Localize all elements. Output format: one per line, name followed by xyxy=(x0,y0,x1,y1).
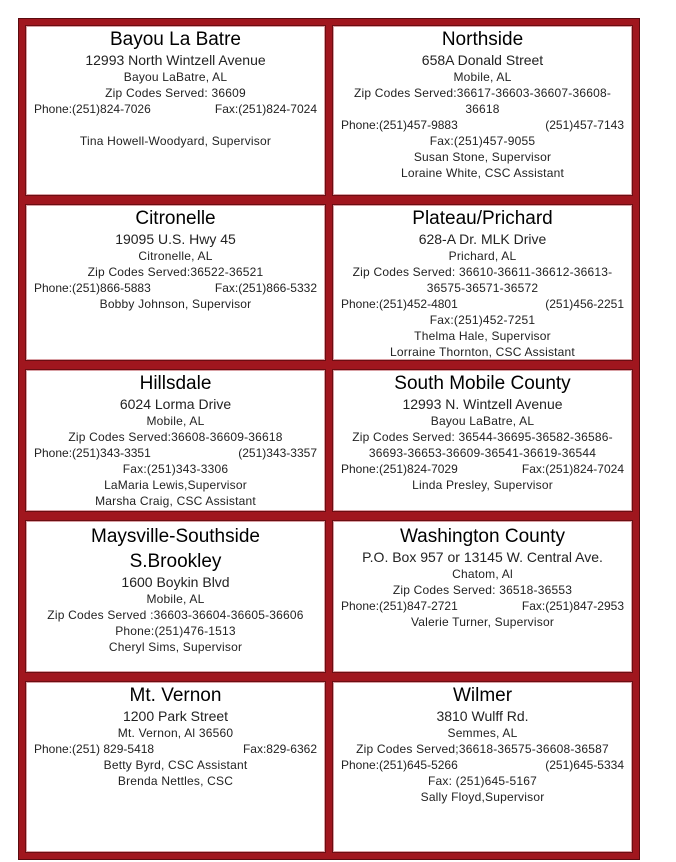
office-city: Mobile, AL xyxy=(146,592,205,606)
office-phone: Phone:(251)866-5883 xyxy=(34,281,151,295)
office-phone-alt: (251)645-5334 xyxy=(545,758,624,772)
office-staff: Tina Howell-Woodyard, Supervisor xyxy=(79,134,272,148)
office-zip-codes: Zip Codes Served :36603-36604-36605-36606 xyxy=(47,608,304,622)
office-city: Mt. Vernon, Al 36560 xyxy=(117,726,234,740)
office-card-hillsdale xyxy=(26,370,325,511)
office-city: Mobile, AL xyxy=(146,414,205,428)
office-phone-row xyxy=(333,757,632,773)
office-phone-row xyxy=(26,741,325,757)
office-name: Mt. Vernon xyxy=(129,685,222,706)
office-zip-codes: Zip Codes Served: 36544-36695-36582-36586-36693-36653-36609-36541-36619-36544 xyxy=(352,430,613,460)
office-city: Prichard, AL xyxy=(448,249,517,263)
office-city: Bayou LaBatre, AL xyxy=(430,414,535,428)
office-card-bayou-la-batre xyxy=(26,26,325,195)
office-city: Bayou LaBatre, AL xyxy=(123,70,228,84)
office-zip-codes: Zip Codes Served:36617-36603-36607-36608-36618 xyxy=(353,86,612,116)
office-fax: Fax:(251)824-7024 xyxy=(521,462,624,476)
office-staff: Valerie Turner, Supervisor xyxy=(410,615,555,629)
office-phone: Phone:(251)343-3351 xyxy=(34,446,151,460)
office-staff: Cheryl Sims, Supervisor xyxy=(108,640,243,654)
office-phone: Phone:(251)457-9883 xyxy=(341,118,458,132)
office-staff: Betty Byrd, CSC Assistant xyxy=(103,758,248,772)
office-name: Maysville-Southside xyxy=(91,526,260,547)
office-staff: Marsha Craig, CSC Assistant xyxy=(95,494,256,508)
office-address: P.O. Box 957 or 13145 W. Central Ave. xyxy=(362,549,603,565)
office-phone: Phone:(251)847-2721 xyxy=(341,599,458,613)
office-name: Plateau/Prichard xyxy=(412,208,553,229)
office-staff: Linda Presley, Supervisor xyxy=(412,478,553,492)
office-name: South Mobile County xyxy=(394,373,571,394)
office-zip-codes: Zip Codes Served:36522-36521 xyxy=(87,265,264,279)
office-phone-row xyxy=(333,117,632,133)
office-phone-row xyxy=(333,598,632,614)
office-staff: Sally Floyd,Supervisor xyxy=(420,790,545,804)
office-zip-codes: Zip Codes Served:36608-36609-36618 xyxy=(68,430,283,444)
office-fax: Fax:(251)457-9055 xyxy=(429,134,536,148)
office-zip-codes: Zip Codes Served;36618-36575-36608-36587 xyxy=(356,742,609,756)
office-phone-alt: (251)457-7143 xyxy=(545,118,624,132)
office-address: 12993 N. Wintzell Avenue xyxy=(402,396,563,412)
office-card-plateau-prichard xyxy=(333,205,632,360)
office-zip-codes: Zip Codes Served: 36610-36611-36612-36613-36575-36571-36572 xyxy=(352,265,613,295)
office-fax: Fax:829-6362 xyxy=(242,742,317,756)
spacer xyxy=(26,117,325,133)
office-address: 1600 Boykin Blvd xyxy=(121,574,230,590)
office-fax: Fax:(251)452-7251 xyxy=(429,313,536,327)
office-address: 3810 Wulff Rd. xyxy=(436,708,529,724)
office-name: Citronelle xyxy=(135,208,216,229)
office-card-maysville-southside xyxy=(26,521,325,672)
office-phone: Phone:(251)824-7026 xyxy=(34,102,151,116)
office-staff: Loraine White, CSC Assistant xyxy=(400,166,564,180)
office-directory-grid xyxy=(18,18,640,860)
office-staff: Brenda Nettles, CSC xyxy=(117,774,234,788)
office-staff: Lorraine Thornton, CSC Assistant xyxy=(390,345,575,359)
office-phone: Phone:(251)452-4801 xyxy=(341,297,458,311)
office-card-washington-county xyxy=(333,521,632,672)
office-phone-row xyxy=(26,101,325,117)
office-name: Washington County xyxy=(399,526,566,547)
office-phone-row xyxy=(26,445,325,461)
office-phone: Phone:(251) 829-5418 xyxy=(34,742,155,756)
office-city: Chatom, Al xyxy=(452,567,513,581)
office-card-northside xyxy=(333,26,632,195)
office-name-line2: S.Brookley xyxy=(129,551,222,572)
office-card-citronelle xyxy=(26,205,325,360)
office-city: Semmes, AL xyxy=(447,726,518,740)
office-city: Mobile, AL xyxy=(453,70,512,84)
office-zip-codes: Zip Codes Served: 36609 xyxy=(105,86,246,100)
office-name: Hillsdale xyxy=(139,373,212,394)
office-fax: Fax:(251)847-2953 xyxy=(521,599,624,613)
office-fax: Fax:(251)343-3306 xyxy=(122,462,229,476)
office-phone-row xyxy=(333,461,632,477)
office-phone-alt: (251)456-2251 xyxy=(545,297,624,311)
office-staff: Susan Stone, Supervisor xyxy=(413,150,552,164)
office-phone-row xyxy=(26,280,325,296)
office-staff: Thelma Hale, Supervisor xyxy=(414,329,551,343)
office-address: 19095 U.S. Hwy 45 xyxy=(115,231,236,247)
office-card-mt-vernon xyxy=(26,682,325,852)
office-phone: Phone:(251)645-5266 xyxy=(341,758,458,772)
office-address: 1200 Park Street xyxy=(122,708,229,724)
office-name: Wilmer xyxy=(452,685,513,706)
office-card-south-mobile-county xyxy=(333,370,632,511)
office-address: 658A Donald Street xyxy=(421,52,544,68)
office-zip-codes: Zip Codes Served: 36518-36553 xyxy=(392,583,573,597)
office-phone-alt: (251)343-3357 xyxy=(238,446,317,460)
office-address: 628-A Dr. MLK Drive xyxy=(418,231,547,247)
office-fax: Fax:(251)824-7024 xyxy=(214,102,317,116)
office-address: 12993 North Wintzell Avenue xyxy=(85,52,266,68)
office-fax: Fax: (251)645-5167 xyxy=(428,774,537,788)
office-fax: Fax:(251)866-5332 xyxy=(214,281,317,295)
office-staff: LaMaria Lewis,Supervisor xyxy=(104,478,247,492)
office-staff: Bobby Johnson, Supervisor xyxy=(99,297,252,311)
office-phone: Phone:(251)824-7029 xyxy=(341,462,458,476)
office-name: Bayou La Batre xyxy=(110,29,241,50)
office-address: 6024 Lorma Drive xyxy=(119,396,232,412)
office-phone: Phone:(251)476-1513 xyxy=(115,624,236,638)
office-card-wilmer xyxy=(333,682,632,852)
office-city: Citronelle, AL xyxy=(138,249,213,263)
office-phone-row xyxy=(333,296,632,312)
office-name: Northside xyxy=(441,29,524,50)
